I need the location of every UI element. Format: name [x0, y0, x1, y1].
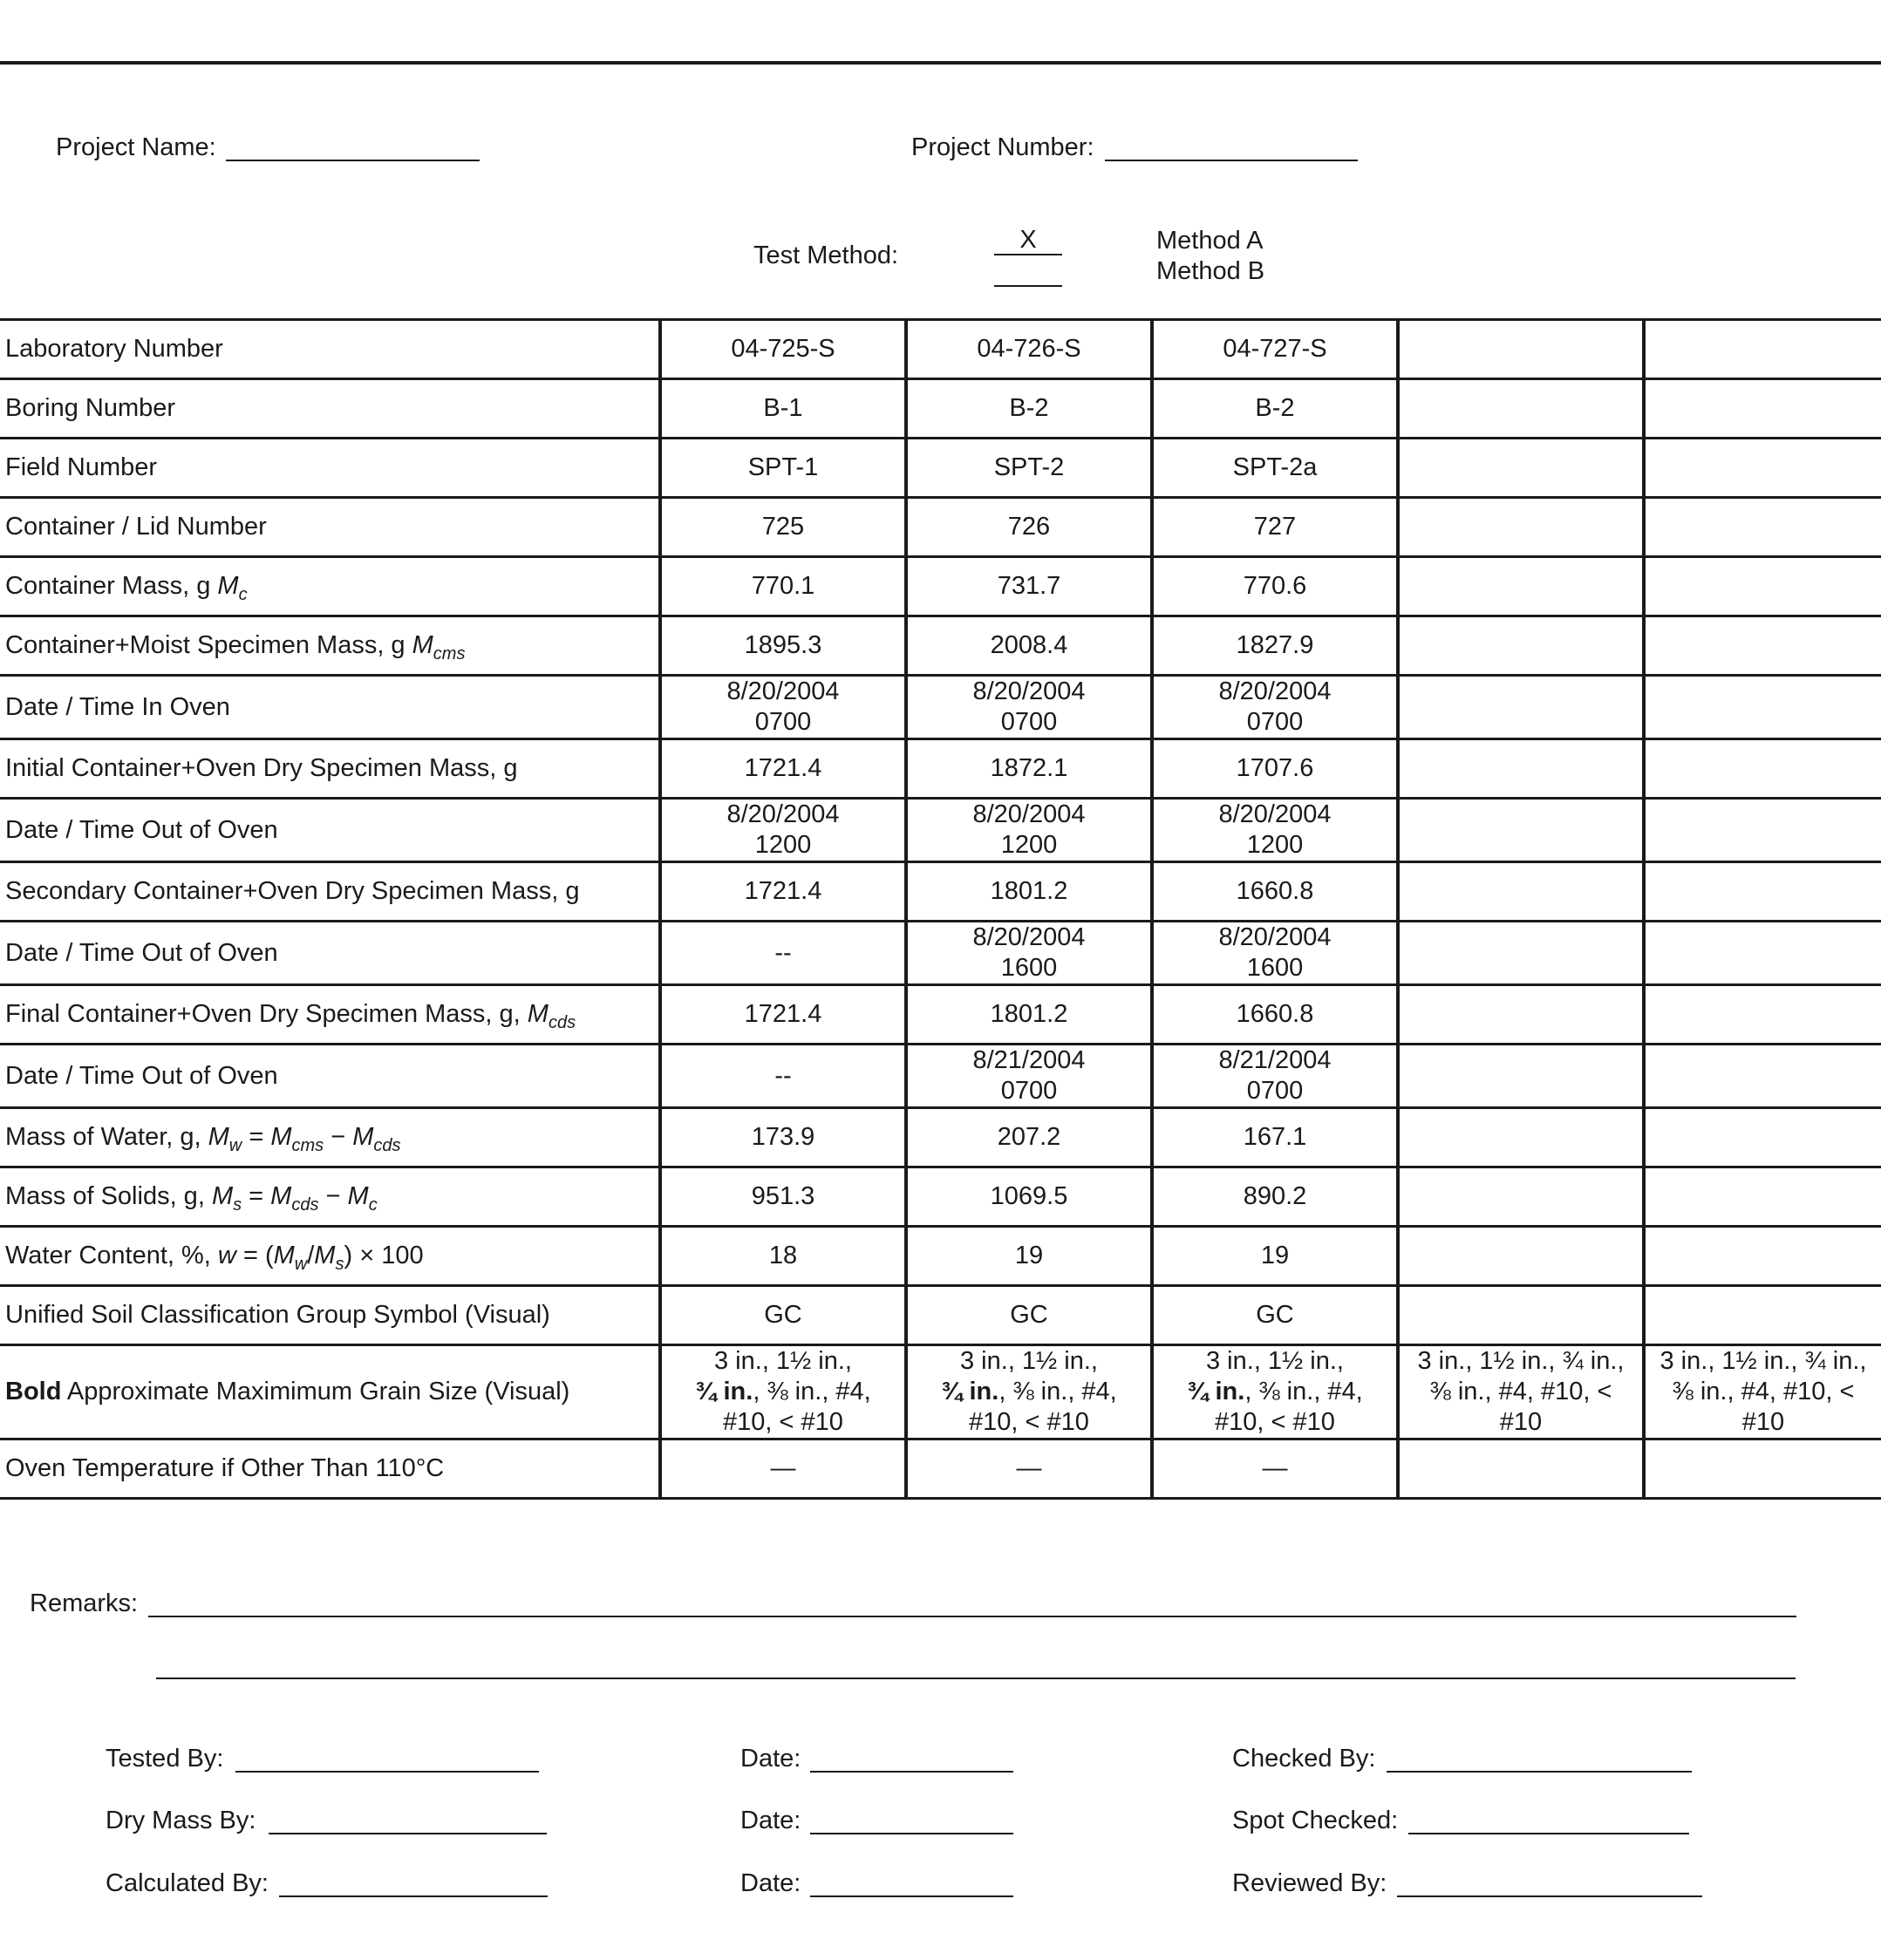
cell-value: 8/21/2004: [1218, 1046, 1332, 1074]
cell-value: 725: [761, 513, 805, 541]
table-cell[interactable]: [906, 1167, 1152, 1227]
cell-value: 173.9: [751, 1123, 815, 1151]
table-row: [0, 676, 1881, 739]
row-label: [0, 1227, 660, 1286]
cell-value: 0700: [754, 708, 812, 736]
cell-value: 8/20/2004: [726, 800, 840, 828]
table-cell[interactable]: [906, 862, 1152, 922]
row-label: [0, 439, 660, 498]
method-a-field[interactable]: [994, 254, 1062, 255]
row-label: [0, 1345, 660, 1439]
checked-by-field[interactable]: [1387, 1771, 1692, 1773]
table-cell[interactable]: [1152, 1227, 1398, 1286]
table-cell[interactable]: [906, 676, 1152, 739]
grain-bold: ¾ in.: [695, 1378, 753, 1405]
cell-value: B-2: [1009, 394, 1049, 422]
table-row: [0, 1227, 1881, 1286]
dry-mass-by-label: Dry Mass By:: [106, 1807, 256, 1834]
table-cell[interactable]: [1644, 557, 1881, 616]
table-row: [0, 922, 1881, 985]
cell-value: B-2: [1255, 394, 1295, 422]
cell-value: 0700: [1246, 708, 1304, 736]
row-label-text: Container+Moist Specimen Mass, g: [5, 631, 406, 659]
table-cell[interactable]: [1152, 1439, 1398, 1499]
table-cell[interactable]: [906, 985, 1152, 1045]
row-label-text: Date / Time In Oven: [5, 692, 230, 721]
reviewed-by-field[interactable]: [1397, 1895, 1702, 1897]
table-cell[interactable]: [1152, 320, 1398, 379]
table-row: [0, 1108, 1881, 1167]
row-label: [0, 557, 660, 616]
cell-value: 726: [1007, 513, 1051, 541]
row-label-text: Boring Number: [5, 394, 176, 422]
table-cell[interactable]: [1398, 1439, 1644, 1499]
cell-value: 19: [1260, 1242, 1290, 1269]
table-cell[interactable]: [1644, 1045, 1881, 1108]
cell-value: —: [1262, 1454, 1288, 1482]
table-cell[interactable]: [1398, 1108, 1644, 1167]
table-row: [0, 320, 1881, 379]
cell-value: 1721.4: [744, 877, 822, 905]
cell-value: 0700: [1000, 708, 1058, 736]
table-cell[interactable]: [660, 985, 906, 1045]
row-label-text: Mass of Solids, g,: [5, 1182, 205, 1210]
row-label: [0, 799, 660, 862]
date-field-1[interactable]: [810, 1771, 1013, 1773]
cell-value: 19: [1014, 1242, 1044, 1269]
table-cell[interactable]: [1152, 379, 1398, 439]
tested-by-label: Tested By:: [106, 1745, 224, 1773]
cell-value: 8/20/2004: [972, 923, 1086, 951]
cell-value: --: [774, 938, 792, 967]
row-label-text: Approximate Maximimum Grain Size (Visual): [66, 1378, 570, 1405]
grain-line: #10: [1499, 1408, 1543, 1436]
cell-value: 8/20/2004: [972, 677, 1086, 705]
table-cell[interactable]: [1644, 616, 1881, 676]
cell-value: 1069.5: [990, 1182, 1068, 1210]
table-cell[interactable]: [1644, 1286, 1881, 1345]
table-cell[interactable]: [1644, 379, 1881, 439]
grain-line: #10, < #10: [969, 1408, 1089, 1436]
table-cell[interactable]: [660, 1439, 906, 1499]
project-name-label: Project Name:: [56, 133, 216, 161]
row-label-formula: $w = (M_w/M_s) \times 100$: [217, 1242, 424, 1274]
table-cell[interactable]: [1644, 320, 1881, 379]
table-row: [0, 862, 1881, 922]
row-label: [0, 985, 660, 1045]
table-cell[interactable]: [660, 616, 906, 676]
cell-value: 1200: [1246, 831, 1304, 859]
row-label-symbol: $M_{cds}$: [527, 1000, 576, 1032]
table-cell[interactable]: [660, 379, 906, 439]
table-cell[interactable]: [660, 1167, 906, 1227]
table-cell[interactable]: [660, 439, 906, 498]
date-field-3[interactable]: [810, 1895, 1013, 1897]
table-row: [0, 1439, 1881, 1499]
table-row: [0, 379, 1881, 439]
cell-value: 770.1: [751, 572, 815, 600]
cell-value: 1600: [1246, 954, 1304, 982]
row-label: [0, 1045, 660, 1108]
table-cell[interactable]: [1152, 676, 1398, 739]
cell-value: 8/20/2004: [1218, 923, 1332, 951]
row-label-formula: $M_w = M_{cms} - M_{cds}$: [208, 1123, 401, 1155]
row-label: [0, 320, 660, 379]
grain-rest: , ⅜ in., #4,: [1244, 1378, 1363, 1405]
grain-line: ⅜ in., #4, #10, <: [1672, 1378, 1855, 1405]
row-label-text: Date / Time Out of Oven: [5, 815, 278, 844]
spot-checked-field[interactable]: [1408, 1833, 1689, 1834]
grain-rest: , ⅜ in., #4,: [998, 1378, 1117, 1405]
table-cell[interactable]: [1398, 439, 1644, 498]
cell-value: 951.3: [751, 1182, 815, 1210]
table-cell[interactable]: [1398, 985, 1644, 1045]
row-label-bold: Bold: [5, 1378, 62, 1405]
table-cell[interactable]: [1398, 498, 1644, 557]
cell-value: 8/20/2004: [726, 677, 840, 705]
table-cell[interactable]: [906, 1108, 1152, 1167]
cell-value: GC: [1010, 1301, 1048, 1329]
test-method-label: Test Method:: [753, 242, 899, 269]
grain-line: [908, 1377, 1150, 1407]
project-name-field[interactable]: [226, 160, 480, 161]
remarks-line-2[interactable]: [156, 1678, 1796, 1679]
cell-value: —: [770, 1454, 796, 1482]
table-cell[interactable]: [1644, 1108, 1881, 1167]
cell-value: 1895.3: [744, 631, 822, 659]
row-label-symbol: $M_{cms}$: [412, 631, 466, 664]
table-cell[interactable]: [660, 799, 906, 862]
table-cell[interactable]: [906, 1439, 1152, 1499]
table-cell[interactable]: [906, 1286, 1152, 1345]
table-row: [0, 498, 1881, 557]
table-cell[interactable]: [1152, 799, 1398, 862]
table-cell[interactable]: [1398, 922, 1644, 985]
cell-value: 8/21/2004: [972, 1046, 1086, 1074]
table-cell[interactable]: [1398, 1045, 1644, 1108]
row-label-text: Field Number: [5, 453, 158, 481]
cell-value: SPT-1: [747, 453, 819, 481]
table-cell[interactable]: [906, 439, 1152, 498]
table-cell[interactable]: [906, 1227, 1152, 1286]
remarks-label: Remarks:: [30, 1589, 139, 1617]
grain-rest: , ⅜ in., #4,: [753, 1378, 871, 1405]
row-label-text: Container Mass, g: [5, 572, 211, 600]
table-cell[interactable]: [1152, 498, 1398, 557]
cell-value: B-1: [763, 394, 803, 422]
row-label: [0, 676, 660, 739]
table-row: [0, 1045, 1881, 1108]
table-cell[interactable]: [660, 862, 906, 922]
table-row: [0, 439, 1881, 498]
table-cell[interactable]: [660, 557, 906, 616]
cell-value: 1660.8: [1236, 1000, 1314, 1028]
table-cell[interactable]: [1644, 1167, 1881, 1227]
grain-line: ⅜ in., #4, #10, <: [1429, 1378, 1612, 1405]
row-label-text: Date / Time Out of Oven: [5, 938, 278, 967]
table-cell[interactable]: [906, 1045, 1152, 1108]
table-cell[interactable]: [660, 320, 906, 379]
table-cell[interactable]: [1644, 739, 1881, 799]
table-cell[interactable]: [660, 1286, 906, 1345]
checked-by-label: Checked By:: [1232, 1745, 1376, 1773]
table-cell[interactable]: [1644, 676, 1881, 739]
table-cell[interactable]: [1398, 862, 1644, 922]
table-cell[interactable]: [1644, 1439, 1881, 1499]
cell-value: 04-726-S: [977, 335, 1081, 363]
table-cell[interactable]: [1152, 1108, 1398, 1167]
cell-value: 04-725-S: [731, 335, 835, 363]
row-label: [0, 1286, 660, 1345]
moisture-content-table: [0, 318, 1881, 1500]
table-row: [0, 557, 1881, 616]
cell-value: SPT-2a: [1232, 453, 1318, 481]
row-label: [0, 498, 660, 557]
table-cell[interactable]: [1398, 676, 1644, 739]
cell-value: —: [1016, 1454, 1042, 1482]
row-label: [0, 616, 660, 676]
table-cell[interactable]: [660, 1108, 906, 1167]
table-cell[interactable]: [660, 922, 906, 985]
cell-value: 1801.2: [990, 877, 1068, 905]
table-cell[interactable]: [906, 379, 1152, 439]
table-cell[interactable]: [906, 498, 1152, 557]
table-cell[interactable]: [1152, 1045, 1398, 1108]
grain-line: #10, < #10: [723, 1408, 843, 1436]
row-label-text: Mass of Water, g,: [5, 1123, 201, 1151]
table-row: [0, 1286, 1881, 1345]
row-label-text: Date / Time Out of Oven: [5, 1061, 278, 1090]
cell-value: 04-727-S: [1223, 335, 1327, 363]
cell-value: 1721.4: [744, 1000, 822, 1028]
cell-value: 2008.4: [990, 631, 1068, 659]
table-cell[interactable]: [906, 320, 1152, 379]
table-cell[interactable]: [1398, 1286, 1644, 1345]
table-cell[interactable]: [660, 1227, 906, 1286]
cell-value: 8/20/2004: [972, 800, 1086, 828]
table-cell[interactable]: [1398, 799, 1644, 862]
grain-line: 3 in., 1½ in.,: [1206, 1347, 1344, 1375]
table-cell[interactable]: [1398, 557, 1644, 616]
grain-line: 3 in., 1½ in., ¾ in.,: [1660, 1347, 1867, 1375]
cell-value: 1872.1: [990, 754, 1068, 782]
table-cell[interactable]: [1152, 1286, 1398, 1345]
row-label: [0, 379, 660, 439]
cell-value: SPT-2: [993, 453, 1065, 481]
cell-value: 207.2: [997, 1123, 1061, 1151]
cell-value: 727: [1253, 513, 1297, 541]
date-label-3: Date:: [740, 1869, 801, 1897]
cell-value: 1707.6: [1236, 754, 1314, 782]
calculated-by-label: Calculated By:: [106, 1869, 269, 1897]
table-cell[interactable]: [1644, 498, 1881, 557]
table-cell[interactable]: [1644, 1345, 1881, 1439]
grain-bold: ¾ in.: [941, 1378, 999, 1405]
cell-value: 8/20/2004: [1218, 800, 1332, 828]
row-label-symbol: $M_c$: [217, 572, 248, 604]
table-cell[interactable]: [660, 676, 906, 739]
reviewed-by-label: Reviewed By:: [1232, 1869, 1387, 1897]
table-cell[interactable]: [660, 1345, 906, 1439]
cell-value: GC: [1256, 1301, 1294, 1329]
cell-value: 1600: [1000, 954, 1058, 982]
table-cell[interactable]: [1152, 1167, 1398, 1227]
row-label: [0, 1108, 660, 1167]
table-cell[interactable]: [1152, 739, 1398, 799]
grain-bold: ¾ in.: [1187, 1378, 1245, 1405]
table-row: [0, 799, 1881, 862]
table-cell[interactable]: [906, 557, 1152, 616]
table-cell[interactable]: [660, 498, 906, 557]
row-label: [0, 922, 660, 985]
table-cell[interactable]: [1398, 1167, 1644, 1227]
cell-value: 770.6: [1243, 572, 1307, 600]
table-row: [0, 1167, 1881, 1227]
cell-value: 1200: [1000, 831, 1058, 859]
table-cell[interactable]: [1152, 862, 1398, 922]
project-number-field[interactable]: [1105, 160, 1358, 161]
grain-line: 3 in., 1½ in.,: [960, 1347, 1098, 1375]
row-label: [0, 1167, 660, 1227]
row-label: [0, 739, 660, 799]
row-label-text: Water Content, %,: [5, 1242, 211, 1269]
table-cell[interactable]: [1644, 439, 1881, 498]
grain-line: #10, < #10: [1215, 1408, 1335, 1436]
row-label-text: Initial Container+Oven Dry Specimen Mass, g: [5, 754, 518, 782]
table-cell[interactable]: [1398, 320, 1644, 379]
cell-value: 890.2: [1243, 1182, 1307, 1210]
cell-value: GC: [764, 1301, 802, 1329]
cell-value: 1721.4: [744, 754, 822, 782]
table-row: [0, 985, 1881, 1045]
grain-line: [1154, 1377, 1396, 1407]
cell-value: 1660.8: [1236, 877, 1314, 905]
table-cell[interactable]: [1152, 616, 1398, 676]
project-number-label: Project Number:: [911, 133, 1094, 161]
table-cell[interactable]: [1644, 985, 1881, 1045]
table-cell[interactable]: [660, 739, 906, 799]
table-cell[interactable]: [1644, 862, 1881, 922]
table-cell[interactable]: [1398, 616, 1644, 676]
table-row: [0, 616, 1881, 676]
dry-mass-by-field[interactable]: [269, 1833, 547, 1834]
table-cell[interactable]: [906, 1345, 1152, 1439]
row-label: [0, 1439, 660, 1499]
table-cell[interactable]: [1152, 439, 1398, 498]
table-cell[interactable]: [906, 799, 1152, 862]
spot-checked-label: Spot Checked:: [1232, 1807, 1399, 1834]
calculated-by-field[interactable]: [279, 1895, 548, 1897]
date-label-2: Date:: [740, 1807, 801, 1834]
date-label-1: Date:: [740, 1745, 801, 1773]
tested-by-field[interactable]: [235, 1771, 539, 1773]
cell-value: 1827.9: [1236, 631, 1314, 659]
table-cell[interactable]: [1152, 922, 1398, 985]
cell-value: --: [774, 1061, 792, 1090]
table-row: [0, 1345, 1881, 1439]
cell-value: 0700: [1246, 1077, 1304, 1105]
cell-value: 731.7: [997, 572, 1061, 600]
grain-line: #10: [1741, 1408, 1785, 1436]
cell-value: 18: [768, 1242, 798, 1269]
remarks-line-1[interactable]: [148, 1616, 1796, 1617]
table-cell[interactable]: [1398, 739, 1644, 799]
row-label-text: Unified Soil Classification Group Symbol (Visual): [5, 1301, 550, 1329]
row-label: [0, 862, 660, 922]
table-row: [0, 739, 1881, 799]
table-cell[interactable]: [1152, 985, 1398, 1045]
row-label-text: Laboratory Number: [5, 335, 223, 363]
grain-line: [662, 1377, 904, 1407]
row-label-text: Final Container+Oven Dry Specimen Mass, g,: [5, 1000, 521, 1028]
row-label-text: Secondary Container+Oven Dry Specimen Mass, g: [5, 877, 580, 905]
table-cell[interactable]: [1644, 799, 1881, 862]
row-label-text: Oven Temperature if Other Than 110°C: [5, 1454, 445, 1482]
method-b-field[interactable]: [994, 285, 1062, 287]
top-rule: [0, 61, 1881, 65]
row-label-text: Container / Lid Number: [5, 513, 267, 541]
table-cell[interactable]: [906, 616, 1152, 676]
cell-value: 0700: [1000, 1077, 1058, 1105]
row-label-formula: $M_s = M_{cds} - M_c$: [211, 1182, 378, 1215]
table-cell[interactable]: [1152, 557, 1398, 616]
table-cell[interactable]: [660, 1045, 906, 1108]
table-cell[interactable]: [1398, 379, 1644, 439]
cell-value: 8/20/2004: [1218, 677, 1332, 705]
date-field-2[interactable]: [810, 1833, 1013, 1834]
grain-line: 3 in., 1½ in.,: [714, 1347, 852, 1375]
table-cell[interactable]: [1644, 1227, 1881, 1286]
cell-value: 1801.2: [990, 1000, 1068, 1028]
method-a-mark: X: [1019, 226, 1037, 254]
method-a-label: Method A: [1156, 227, 1264, 255]
table-cell[interactable]: [1644, 922, 1881, 985]
grain-line: 3 in., 1½ in., ¾ in.,: [1417, 1347, 1625, 1375]
table-cell[interactable]: [906, 739, 1152, 799]
cell-value: 1200: [754, 831, 812, 859]
table-cell[interactable]: [1152, 1345, 1398, 1439]
cell-value: 167.1: [1243, 1123, 1307, 1151]
table-cell[interactable]: [906, 922, 1152, 985]
table-cell[interactable]: [1398, 1227, 1644, 1286]
table-cell[interactable]: [1398, 1345, 1644, 1439]
method-b-label: Method B: [1156, 257, 1265, 285]
